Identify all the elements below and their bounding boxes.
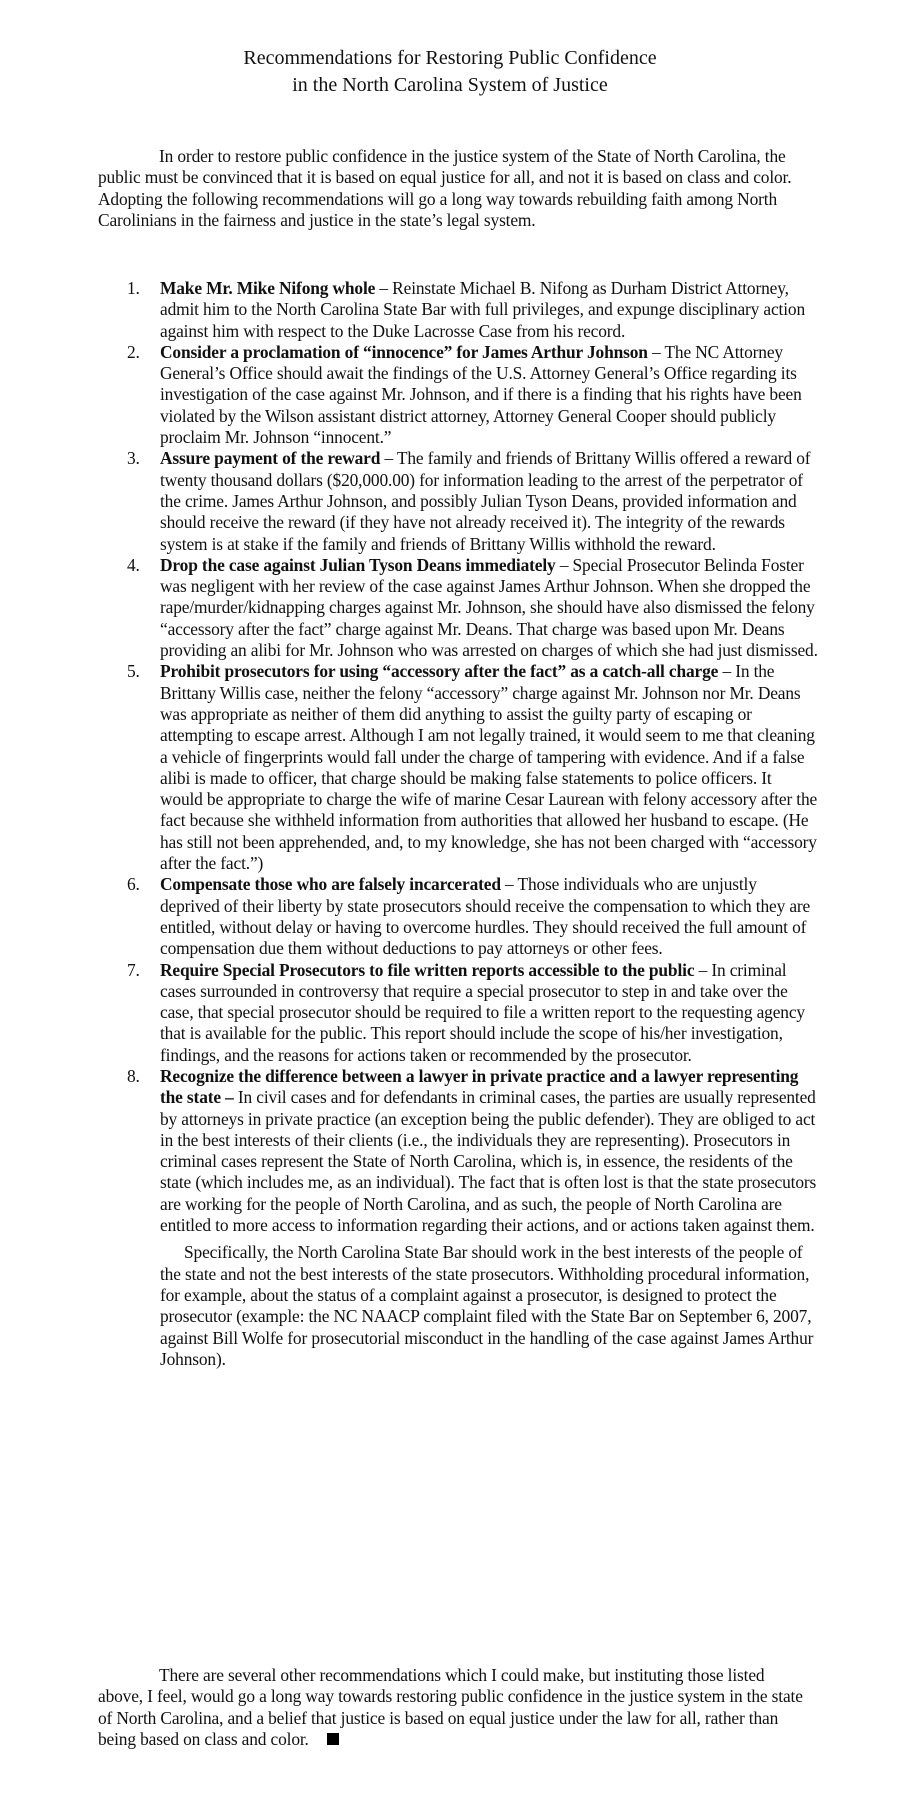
recommendation-title: Compensate those who are falsely incarcerated: [160, 874, 501, 895]
recommendation-text: – Those individuals who are unjustly deprived of their liberty by state prosecutors should receive the compensation to which they are entitled, without delay or having to overcome hurdles. They should received the full amount of compensation due them without deductions to pay attorneys or other fees.: [160, 874, 811, 959]
recommendation-title: Consider a proclamation of “innocence” for James Arthur Johnson: [160, 341, 648, 362]
intro-paragraph: In order to restore public confidence in the justice system of the State of North Carolina, the public must be convinced that it is based on equal justice for all, and not it is based on class and color. Adopting the following recommendations will go a long way towards rebuilding faith among North Carolinians in the fairness and justice in the state’s legal system.: [98, 146, 792, 230]
recommendation-number: 6.: [127, 874, 140, 895]
recommendation-number: 2.: [127, 341, 140, 362]
recommendation-number: 1.: [127, 278, 140, 298]
recommendation-text: In civil cases and for defendants in criminal cases, the parties are usually represented by attorneys in private practice (an exception being the public defender). They are obliged to act in the best interests of their clients (i.e., the individuals they are representing). Prosecutors in criminal cases represent the State of North Carolina, which is, in essence, the residents of the state (which includes me, as an individual). The fact that is often lost is that the state prosecutors are working for the people of North Carolina, and as such, the people of North Carolina are entitled to more access to information regarding their actions, and or actions taken against them.: [160, 1087, 817, 1236]
title-line-2: in the North Carolina System of Justice: [292, 74, 608, 96]
recommendation-text: – In the Brittany Willis case, neither the felony “accessory” charge against Mr. Johnson nor Mr. Deans was appropriate as neither of them did anything to assist the guilty party of escaping or attempting to escape arrest. Although I am not legally trained, it would seem to me that cleaning a vehicle of fingerprints would fall under the charge of tampering with evidence. And if a false alibi is made to officer, that charge should be making false statements to police officers. It would be appropriate to charge the wife of marine Cesar Laurean with felony accessory after the fact because she withheld information from authorities that allowed her husband to escape. (He has still not been apprehended, and, to my knowledge, she has not been charged with “accessory after the fact.”): [160, 661, 818, 874]
recommendation-number: 5.: [127, 661, 140, 682]
recommendation-sub-paragraph: Specifically, the North Carolina State Bar should work in the best interests of the people of the state and not the best interests of the state prosecutors. Withholding procedural information, for example, about the status of a complaint against a prosecutor, is designed to protect the prosecutor (example: the NC NAACP complaint filed with the State Bar on September 6, 2007, against Bill Wolfe for prosecutorial misconduct in the handling of the case against James Arthur Johnson).: [160, 1242, 814, 1369]
recommendation-number: 3.: [127, 448, 140, 469]
recommendation-title: Assure payment of the reward: [160, 448, 381, 469]
recommendation-item: [118, 448, 818, 554]
recommendations-list: [118, 278, 818, 1370]
recommendation-title: Make Mr. Mike Nifong whole: [160, 278, 376, 298]
recommendation-number: 4.: [127, 554, 140, 575]
recommendation-title: Drop the case against Julian Tyson Deans immediately: [160, 554, 556, 575]
recommendation-item: [118, 874, 818, 959]
recommendation-title: Recognize the difference between a lawyer in private practice and a lawyer representing the state –: [160, 1065, 799, 1108]
recommendation-text: – The family and friends of Brittany Willis offered a reward of twenty thousand dollars ($20,000.00) for information leading to the arrest of the perpetrator of the crime. James Arthur Johnson, and possibly Julian Tyson Deans, provided information and should receive the reward (if they have not already received it). The integrity of the rewards system is at stake if the family and friends of Brittany Willis withhold the reward.: [160, 448, 811, 554]
recommendation-text: – Reinstate Michael B. Nifong as Durham District Attorney, admit him to the North Carolina State Bar with full privileges, and expunge disciplinary action against him with respect to the Duke Lacrosse Case from his record.: [160, 278, 805, 341]
recommendation-text: – In criminal cases surrounded in controversy that require a special prosecutor to step in and take over the case, that special prosecutor should be required to file a written report to the requesting agency that is available for the public. This report should include the scope of his/her investigation, findings, and the reasons for actions taken or recommended by the prosecutor.: [160, 959, 805, 1065]
closing-paragraph: [98, 1665, 810, 1750]
recommendation-number: 7.: [127, 959, 140, 980]
recommendation-text: – Special Prosecutor Belinda Foster was negligent with her review of the case against James Arthur Johnson. When she dropped the rape/murder/kidnapping charges against Mr. Johnson, she should have also dismissed the felony “accessory after the fact” charge against Mr. Deans. That charge was based upon Mr. Deans providing an alibi for Mr. Johnson who was arrested on charges of which she had just dismissed.: [160, 554, 818, 661]
recommendation-item: [118, 661, 818, 874]
closing-text: There are several other recommendations which I could make, but instituting those listed above, I feel, would go a long way towards restoring public confidence in the justice system in the state of North Carolina, and a belief that justice is based on equal justice under the law for all, rather than being based on class and color.: [98, 1665, 803, 1749]
document-title: [0, 45, 900, 99]
recommendation-item: [118, 1066, 818, 1370]
recommendation-item: [118, 342, 818, 448]
end-mark-icon: [327, 1733, 339, 1745]
recommendation-item: [118, 555, 818, 661]
recommendation-title: Prohibit prosecutors for using “accessory after the fact” as a catch-all charge: [160, 661, 719, 682]
recommendation-number: 8.: [127, 1065, 140, 1086]
recommendation-title: Require Special Prosecutors to file written reports accessible to the public: [160, 959, 695, 980]
title-line-1: Recommendations for Restoring Public Confidence: [243, 47, 657, 69]
recommendation-item: [118, 278, 818, 342]
recommendation-text: – The NC Attorney General’s Office should await the findings of the U.S. Attorney General’s Office regarding its investigation of the case against Mr. Johnson, and if there is a finding that his rights have been violated by the Wilson assistant district attorney, Attorney General Cooper should publicly proclaim Mr. Johnson “innocent.”: [160, 341, 802, 448]
recommendation-item: [118, 960, 818, 1066]
